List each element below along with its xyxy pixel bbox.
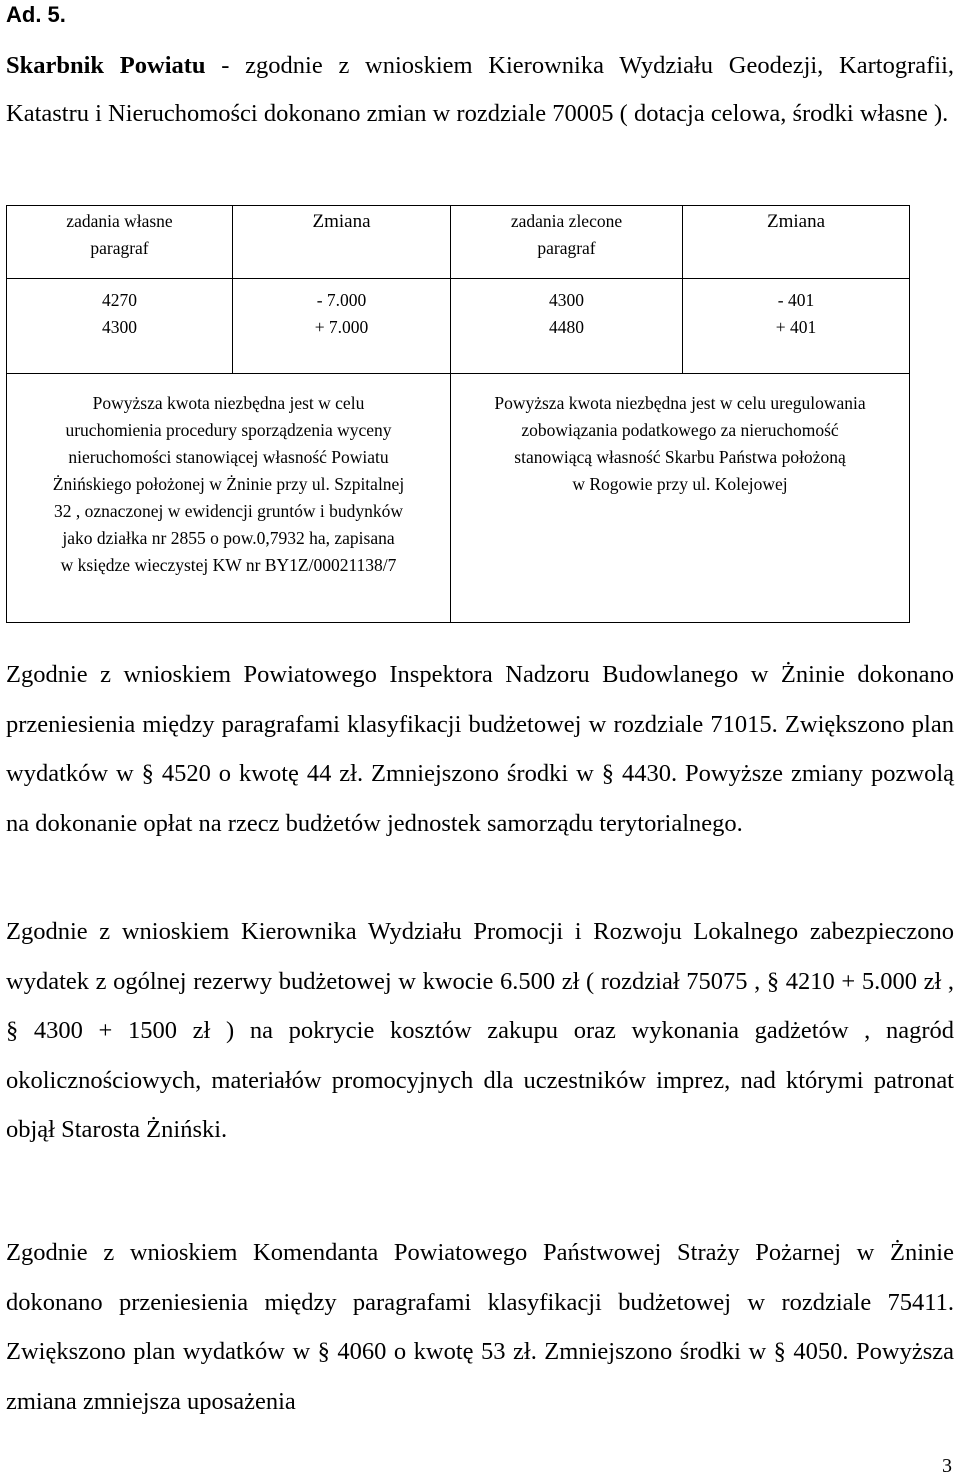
header-change-2: Zmiana: [683, 206, 910, 279]
own-changes: - 7.000 + 7.000: [233, 279, 451, 374]
commissioned-paragraphs: 4300 4480: [451, 279, 683, 374]
commissioned-description: Powyższa kwota niezbędna jest w celu uregulowania zobowiązania podatkowego za nieruchomość stanowiącą własność Skarbu Państwa położoną w Rogowie przy ul. Kolejowej: [451, 374, 910, 623]
table-values-row: [7, 279, 910, 374]
paragraph-building-inspector: Zgodnie z wnioskiem Powiatowego Inspektora Nadzoru Budowlanego w Żninie dokonano przeniesienia między paragrafami klasyfikacji budżetowej w rozdziale 71015. Zwiększono plan wydatków w § 4520 o kwotę 44 zł. Zmniejszono środki w § 4430. Powyższe zmiany pozwolą na dokonanie opłat na rzecz budżetów jednostek samorządu terytorialnego.: [6, 661, 954, 837]
own-paragraphs: 4270 4300: [7, 279, 233, 374]
paragraph-promotion-department: Zgodnie z wnioskiem Kierownika Wydziału Promocji i Rozwoju Lokalnego zabezpieczono wydatek z ogólnej rezerwy budżetowej w kwocie 6.500 zł ( rozdział 75075 , § 4210 + 5.000 zł , § 4300 + 1500 zł ) na pokrycie kosztów zakupu oraz wykonania gadżetów , nagród okolicznościowych, materiałów promocyjnych dla uczestników imprez, nad którymi patronat objął Starosta Żniński.: [6, 918, 954, 1143]
intro-text: - zgodnie z wnioskiem Kierownika Wydziału Geodezji, Kartografii, Katastru i Nieruchomości dokonano zmian w rozdziale 70005 ( dotacja celowa, środki własne ).: [6, 52, 955, 127]
page-number: 3: [942, 1455, 952, 1477]
header-commissioned-tasks: zadania zlecone paragraf: [451, 206, 683, 279]
section-heading: Ad. 5.: [6, 2, 66, 27]
header-change-1: Zmiana: [233, 206, 451, 279]
changes-table: [6, 205, 910, 623]
header-own-tasks: zadania własne paragraf: [7, 206, 233, 279]
table-header-row: [7, 206, 910, 279]
commissioned-changes: - 401 + 401: [683, 279, 910, 374]
intro-paragraph: [6, 42, 954, 138]
own-description: Powyższa kwota niezbędna jest w celu uruchomienia procedury sporządzenia wyceny nieruchomości stanowiącej własność Powiatu Żnińskiego położonej w Żninie przy ul. Szpitalnej 32 , oznaczonej w ewidencji gruntów i budynków jako działka nr 2855 o pow.0,7932 ha, zapisana w księdze wieczystej KW nr BY1Z/00021138/7: [7, 374, 451, 623]
intro-bold-lead: Skarbnik Powiatu: [6, 52, 206, 79]
table-description-row: [7, 374, 910, 623]
paragraph-fire-service: Zgodnie z wnioskiem Komendanta Powiatowego Państwowej Straży Pożarnej w Żninie dokonano przeniesienia między paragrafami klasyfikacji budżetowej w rozdziale 75411. Zwiększono plan wydatków w § 4060 o kwotę 53 zł. Zmniejszono środki w § 4050. Powyższa zmiana zmniejsza uposażenia: [6, 1239, 954, 1415]
